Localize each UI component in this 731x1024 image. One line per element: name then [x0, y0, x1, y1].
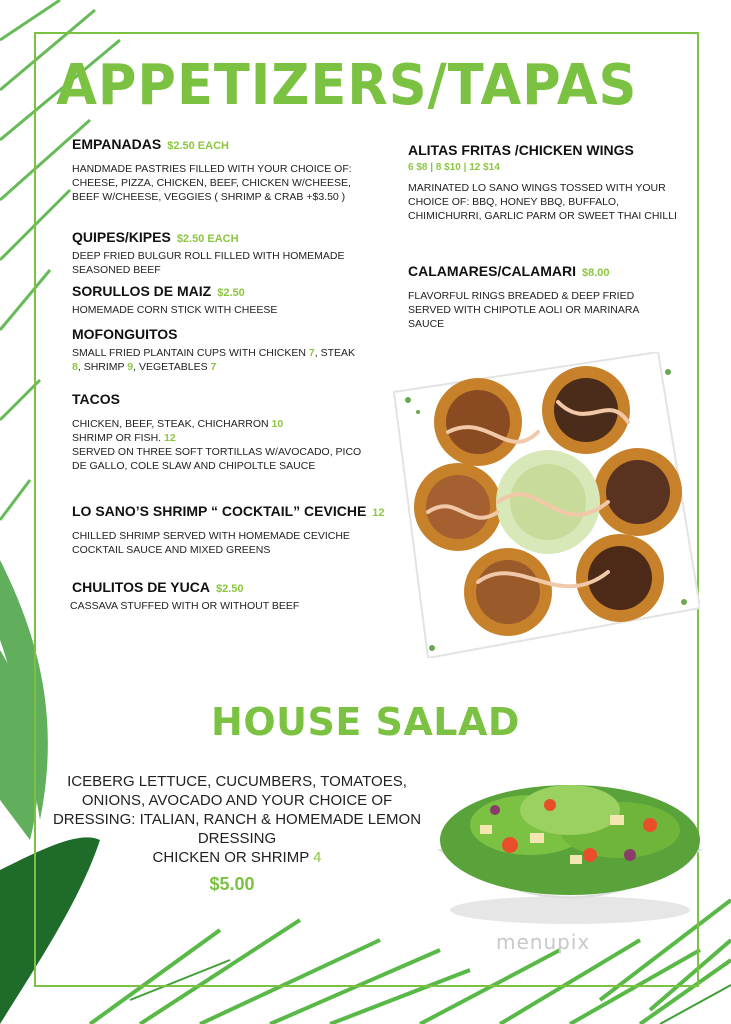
menupix-watermark: menupix — [496, 930, 591, 954]
item-name: SORULLOS DE MAIZ — [72, 283, 212, 299]
item-description: CHILLED SHRIMP SERVED WITH HOMEMADE CEVICHE COCKTAIL SAUCE AND MIXED GREENS — [72, 530, 350, 556]
item-description: CHICKEN, BEEF, STEAK, CHICHARRON 10 SHRIMP OR FISH. 12 SERVED ON THREE SOFT TORTILLAS W/AVOCADO, PICO DE GALLO, COLE SLAW AND CHIPOLTLE SAUCE — [72, 418, 362, 472]
salad-price: $5.00 — [209, 874, 255, 894]
page-title: APPETIZERS/TAPAS — [56, 53, 638, 118]
item-price: $2.50 EACH — [167, 140, 229, 152]
mofonguitos-plate-photo — [388, 352, 700, 658]
item-price: 12 — [372, 507, 385, 519]
salad-bowl-photo — [420, 755, 715, 930]
menu-item-tacos — [72, 391, 362, 473]
menu-item-quipes — [72, 229, 372, 277]
menu-item-ceviche — [72, 503, 402, 557]
item-name: MOFONGUITOS — [72, 326, 178, 342]
item-description: HOMEMADE CORN STICK WITH CHEESE — [72, 304, 278, 316]
menu-item-chicken-wings — [408, 142, 693, 223]
item-description: HANDMADE PASTRIES FILLED WITH YOUR CHOICE OF: CHEESE, PIZZA, CHICKEN, BEEF, CHICKEN W/CHEESE, BEEF W/CHEESE, VEGGIES ( SHRIMP & CRAB +$3.50 ) — [72, 163, 352, 203]
menu-item-sorullos — [72, 283, 372, 317]
section-title-house-salad: HOUSE SALAD — [211, 700, 520, 744]
menu-item-empanadas — [72, 136, 352, 204]
item-description: FLAVORFUL RINGS BREADED & DEEP FRIED SERVED WITH CHIPOTLE AOLI OR MARINARA SAUCE — [408, 290, 639, 330]
item-name: CHULITOS DE YUCA — [72, 579, 210, 595]
item-name: CALAMARES/CALAMARI — [408, 263, 576, 279]
item-name: QUIPES/KIPES — [72, 229, 171, 245]
item-price: $2.50 — [215, 583, 244, 595]
item-description: MARINATED LO SANO WINGS TOSSED WITH YOUR CHOICE OF: BBQ, HONEY BBQ, BUFFALO, CHIMICHURRI, GARLIC PARM OR SWEET THAI CHILLI — [408, 182, 677, 222]
item-name: EMPANADAS — [72, 136, 162, 152]
salad-description: ICEBERG LETTUCE, CUCUMBERS, TOMATOES, ONIONS, AVOCADO AND YOUR CHOICE OF DRESSING: ITALIAN, RANCH & HOMEMADE LEMON DRESSING CHICKEN OR SHRIMP 4 — [52, 773, 422, 866]
item-name: TACOS — [72, 391, 120, 407]
item-price: 6 $8 | 8 $10 | 12 $14 — [408, 162, 500, 173]
item-price: $2.50 — [217, 287, 245, 299]
item-price: $2.50 EACH — [176, 233, 239, 245]
item-price: $8.00 — [582, 267, 610, 279]
menu-item-calamari — [408, 263, 693, 331]
menu-item-mofonguitos — [72, 326, 362, 374]
menu-item-chulitos — [72, 579, 372, 613]
item-description: SMALL FRIED PLANTAIN CUPS WITH CHICKEN 7, STEAK 8, SHRIMP 9, VEGETABLES 7 — [72, 347, 355, 373]
item-name: LO SANO’S SHRIMP “ COCKTAIL” CEVICHE — [72, 503, 367, 519]
item-description: DEEP FRIED BULGUR ROLL FILLED WITH HOMEMADE SEASONED BEEF — [72, 250, 345, 276]
item-name: ALITAS FRITAS /CHICKEN WINGS — [408, 142, 634, 158]
item-description: CASSAVA STUFFED WITH OR WITHOUT BEEF — [70, 600, 300, 612]
